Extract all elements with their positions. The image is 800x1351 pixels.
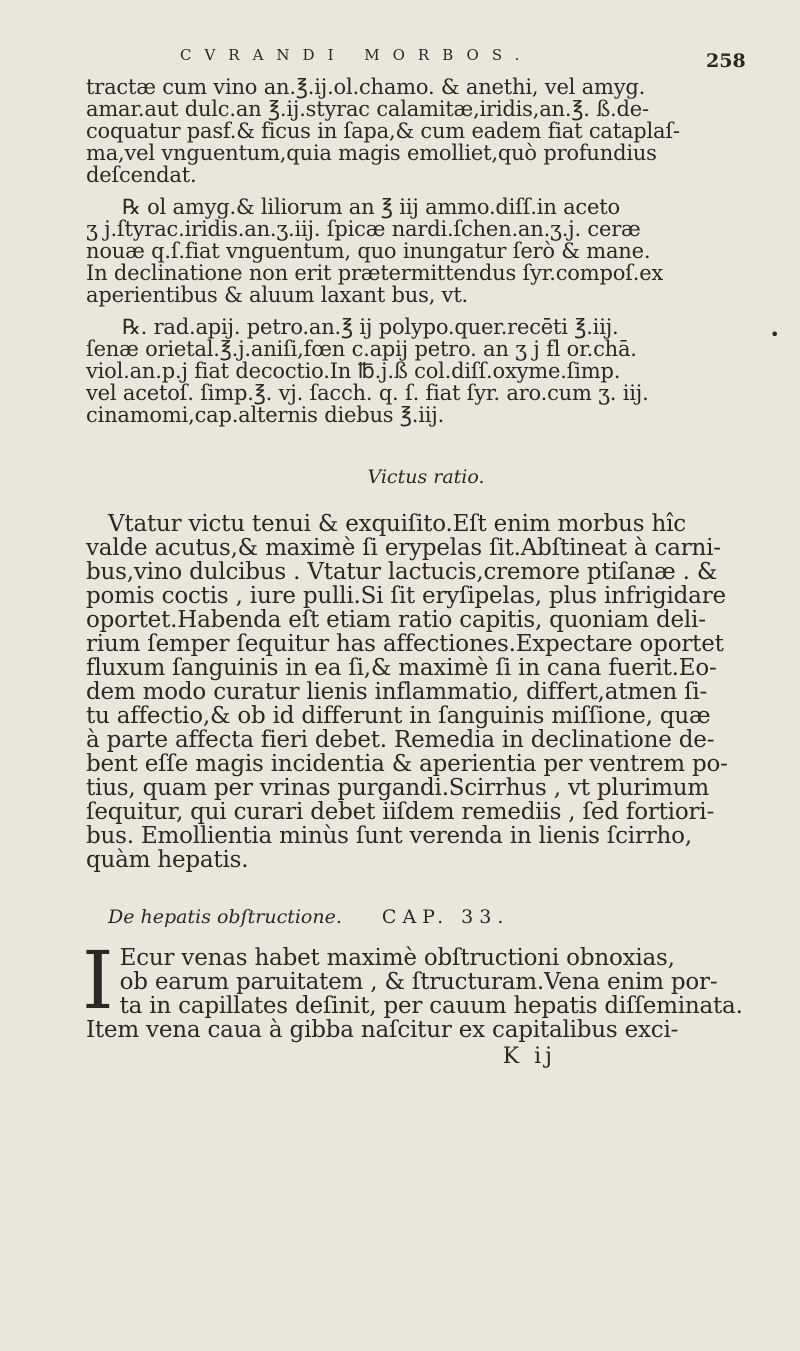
paragraph-4: [86, 512, 766, 872]
text-line: tu affectio,& ob id differunt in ſanguinis miſſione, quæ: [86, 703, 711, 729]
text-line: coquatur pasf.& ficus in ſapa,& cum eadem fiat cataplaſ-: [86, 119, 680, 143]
drop-cap: I: [82, 934, 114, 1027]
page-number: 258: [706, 50, 746, 72]
text-line: viol.an.p.j fiat decoctio.In ℔.j.ß col.diſſ.oxyme.ſimp.: [86, 359, 621, 383]
text-line: bus,vino dulcibus . Vtatur lactucis,cremore ptiſanæ . &: [86, 559, 718, 585]
text-line: oportet.Habenda eſt etiam ratio capitis, quoniam deli-: [86, 607, 706, 633]
text-line: pomis coctis , iure pulli.Si ſit eryſipelas, plus infrigidare: [86, 583, 726, 609]
text-line: valde acutus,& maximè ſi erypelas ſit.Abſtineat à carni-: [86, 535, 721, 561]
paragraph-1: [86, 76, 766, 186]
text-line: ℞ ol amyg.& liliorum an ℥ iij ammo.diſſ.in aceto: [122, 195, 620, 219]
chapter-heading: [108, 906, 766, 928]
text-line: ma,vel vnguentum,quia magis emolliet,quò profundius: [86, 141, 657, 165]
text-line: Vtatur victu tenui & exquiſito.Eſt enim morbus hîc: [108, 511, 686, 537]
text-line: Item vena caua à gibba naſcitur ex capitalibus exci-: [86, 1017, 679, 1043]
text-line: ℞. rad.apij. petro.an.℥ ij polypo.quer.recēti ℥.iij.: [122, 315, 619, 339]
text-line: deſcendat.: [86, 163, 197, 187]
text-block: [82, 75, 766, 1069]
text-line: cinamomi,cap.alternis diebus ℥.iij.: [86, 403, 445, 427]
text-line: bus. Emollientia minùs ſunt verenda in lienis ſcirrho,: [86, 823, 692, 849]
text-line: vel acetoſ. ſimp.℥. vj. ſacch. q. ſ. fiat ſyr. aro.cum ʒ. iij.: [86, 381, 649, 405]
text-line: ta in capillates deſinit, per cauum hepatis diſſeminata.: [119, 993, 743, 1019]
running-head: CVRANDI MORBOS.: [180, 46, 533, 64]
paragraph-2: [86, 196, 766, 306]
text-line: ob earum paruitatem , & ſtructuram.Vena enim por-: [119, 969, 718, 995]
margin-mark: •: [770, 325, 780, 344]
text-line: ʒ j.ſtyrac.iridis.an.ʒ.iij. ſpicæ nardi.ſchen.an.ʒ.j. ceræ: [86, 217, 641, 241]
text-line: fluxum ſanguinis in ea ſi,& maximè ſi in cana fuerit.Eo-: [86, 655, 717, 681]
text-line: à parte affecta fieri debet. Remedia in declinatione de-: [86, 727, 715, 753]
signature-mark: K ij: [502, 1044, 556, 1069]
text-line: In declinatione non erit prætermittendus ſyr.compoſ.ex: [86, 261, 664, 285]
chapter-title: De hepatis obſtructione.: [108, 906, 342, 928]
text-line: Ecur venas habet maximè obſtructioni obnoxias,: [119, 945, 675, 971]
text-line: quàm hepatis.: [86, 847, 249, 873]
text-line: tractæ cum vino an.℥.ij.ol.chamo. & anethi, vel amyg.: [86, 75, 646, 99]
section-heading: Victus ratio.: [367, 466, 485, 488]
text-line: rium ſemper ſequitur has affectiones.Expectare oportet: [86, 631, 724, 657]
chapter-number: CAP. 33.: [381, 906, 510, 928]
paragraph-5: [82, 934, 766, 1043]
text-line: ſequitur, qui curari debet iiſdem remediis , ſed fortiori-: [86, 799, 715, 825]
paragraph-3: [86, 316, 766, 426]
text-line: tius, quam per vrinas purgandi.Scirrhus , vt plurimum: [86, 775, 709, 801]
text-line: ſenæ orietal.℥.j.aniſi,fœn c.apij petro. an ʒ j fl or.chā.: [86, 337, 637, 361]
text-line: dem modo curatur lienis inflammatio, differt,atmen ſi-: [86, 679, 708, 705]
text-line: amar.aut dulc.an ℥.ij.styrac calamitæ,iridis,an.℥. ß.de-: [86, 97, 649, 121]
text-line: aperientibus & aluum laxant bus, vt.: [86, 283, 469, 307]
text-line: nouæ q.ſ.fiat vnguentum, quo inungatur ſerò & mane.: [86, 239, 651, 263]
text-line: bent eſſe magis incidentia & aperientia per ventrem po-: [86, 751, 728, 777]
